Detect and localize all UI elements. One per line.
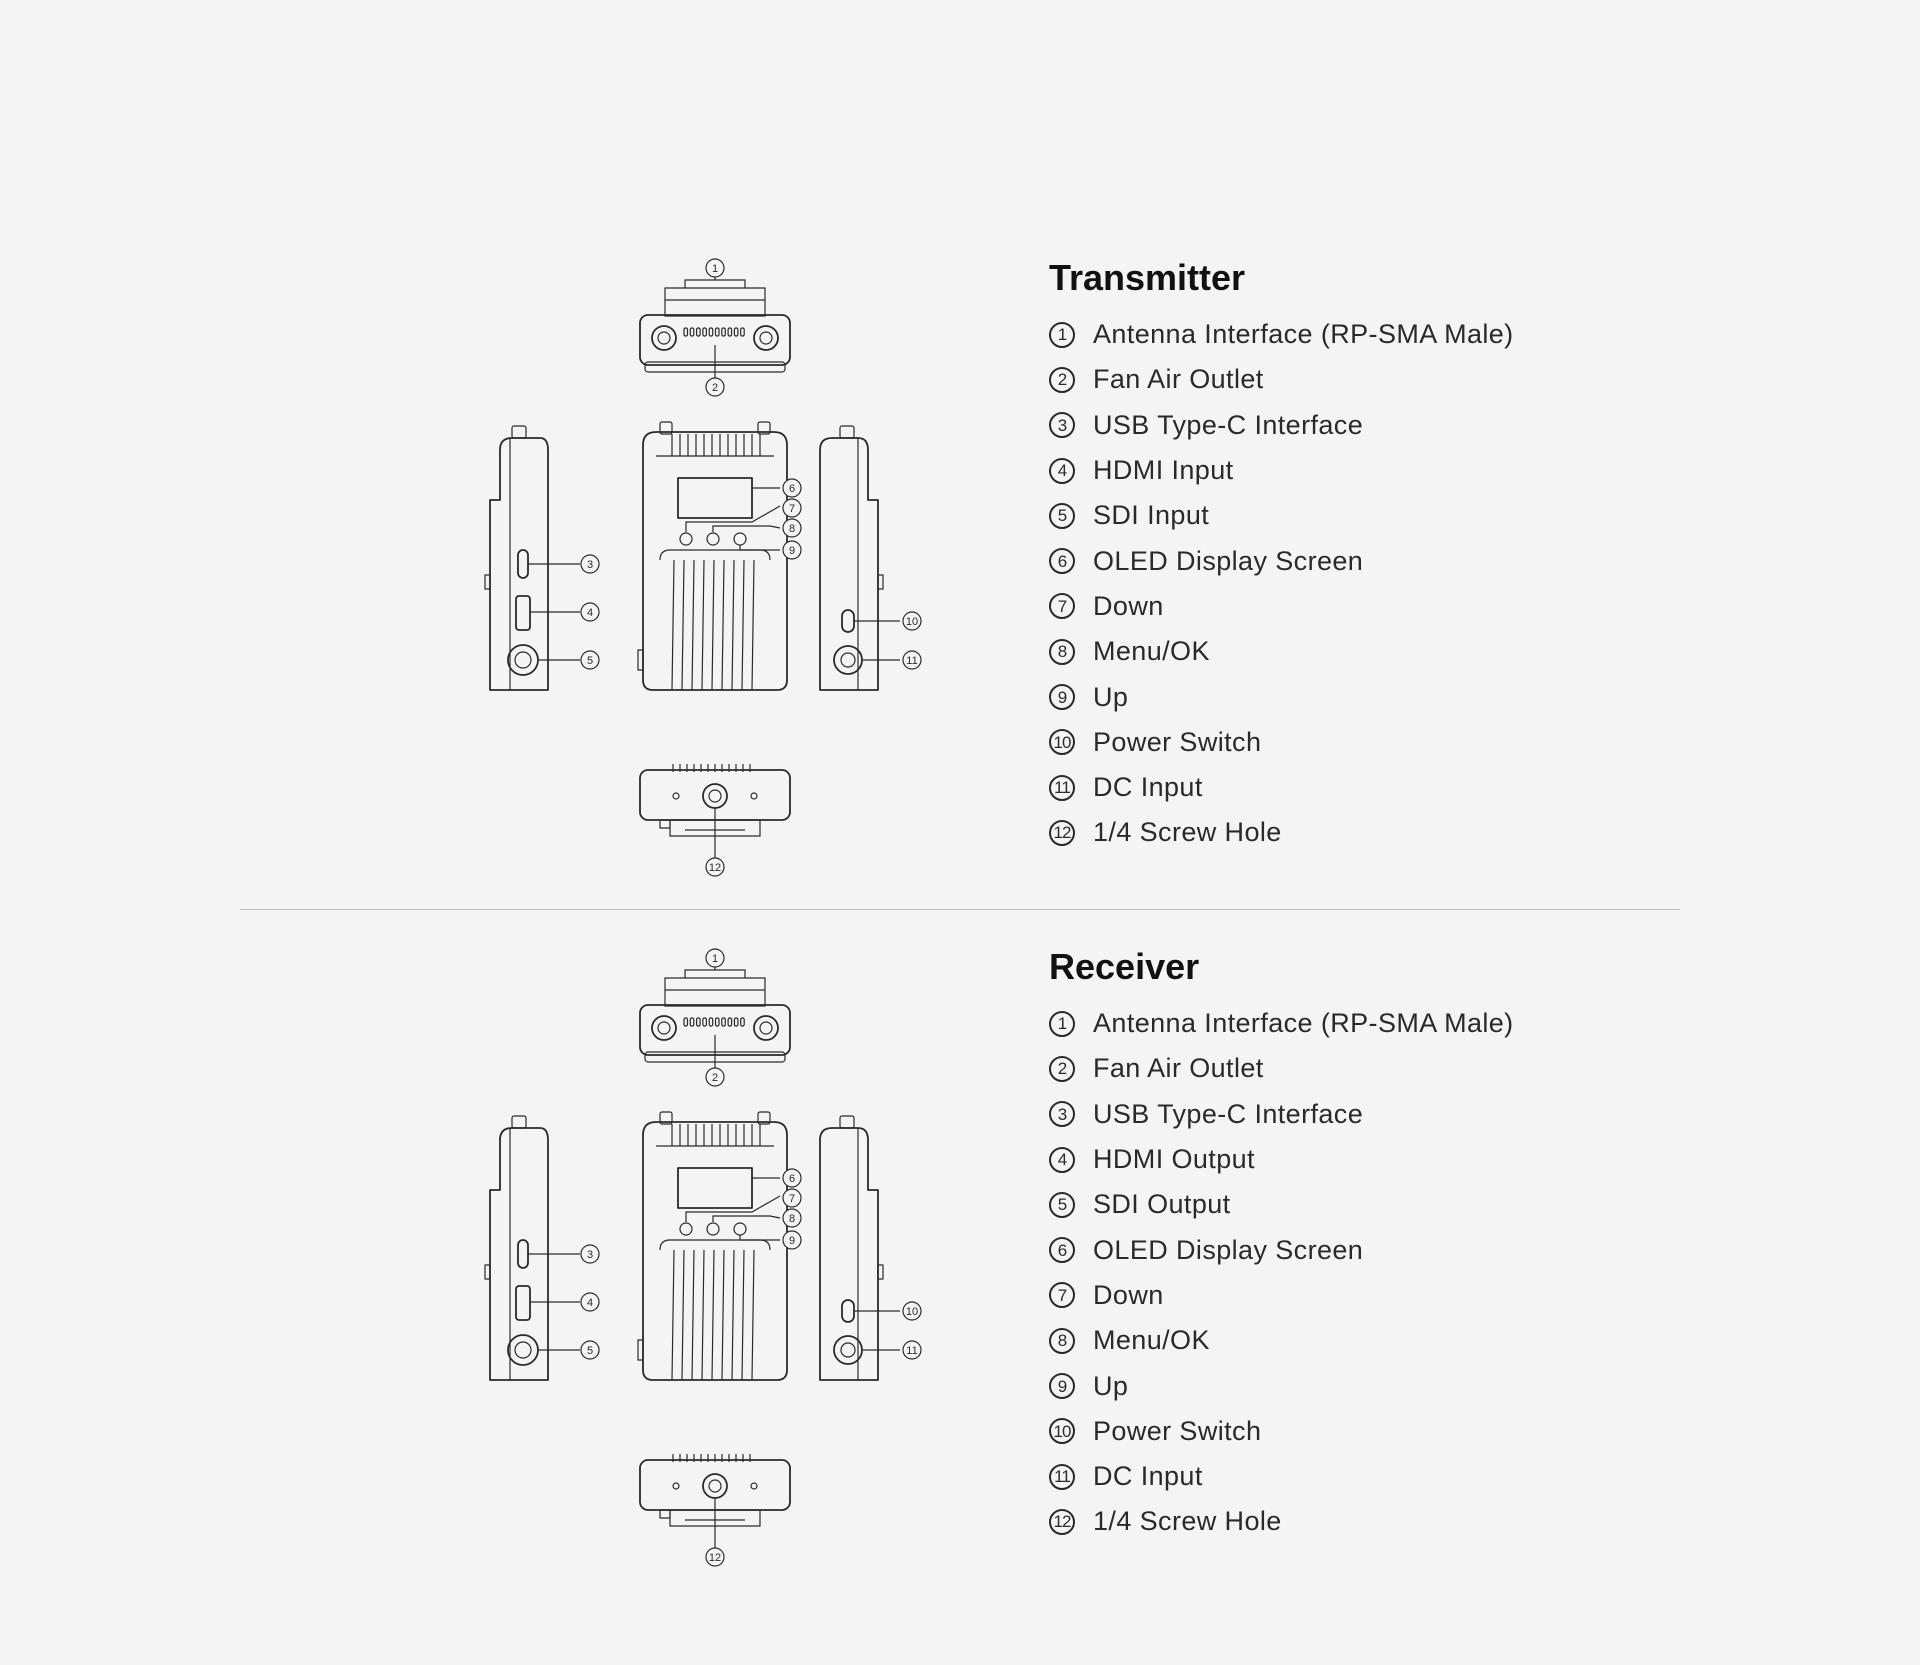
- callout-number-badge: 1: [1049, 322, 1075, 348]
- legend-item-label: Antenna Interface (RP-SMA Male): [1093, 319, 1514, 350]
- legend-item-label: Power Switch: [1093, 726, 1262, 757]
- vent-slot: [734, 1018, 738, 1026]
- legend-item-label: Menu/OK: [1093, 636, 1210, 667]
- cooling-fin: [702, 1250, 704, 1380]
- cooling-fin: [672, 1250, 674, 1380]
- leader-line: [685, 280, 745, 288]
- callout-number-badge: 5: [1049, 503, 1075, 529]
- vent-slot: [703, 328, 707, 336]
- left-side-antenna-stub: [512, 1116, 526, 1128]
- vent-slot: [741, 1018, 745, 1026]
- left-side-view: [485, 426, 548, 690]
- callout-marker: [706, 949, 724, 967]
- callout-marker: [783, 541, 801, 559]
- callout-label: 6: [788, 1173, 796, 1185]
- fin-arch: [660, 1240, 770, 1250]
- callout-marker: [783, 479, 801, 497]
- callout-label: 7: [788, 1193, 796, 1205]
- callout-label: 6: [788, 483, 796, 495]
- legend-item: [1049, 1227, 1749, 1272]
- cooling-fin: [722, 1250, 724, 1380]
- top-view-bracket: [665, 288, 765, 316]
- legend-item-label: DC Input: [1093, 772, 1203, 803]
- legend-item: [1049, 1273, 1749, 1318]
- callout-number-badge: 9: [1049, 684, 1075, 710]
- callout-number-badge: 4: [1049, 458, 1075, 484]
- receiver-diagram: [480, 940, 1000, 1580]
- legend-item-label: USB Type-C Interface: [1093, 409, 1364, 440]
- callout-label: 5: [586, 1345, 594, 1357]
- callout-label: 3: [586, 1249, 594, 1261]
- legend-item-label: HDMI Input: [1093, 455, 1234, 486]
- screw-hole-core: [709, 790, 721, 802]
- bottom-dot-left: [673, 1483, 679, 1489]
- vent-slot: [684, 328, 688, 336]
- bottom-dot-right: [751, 1483, 757, 1489]
- legend-item-label: Down: [1093, 1279, 1164, 1310]
- legend-item: [1049, 584, 1749, 629]
- transmitter-diagram: [480, 250, 1000, 890]
- legend-item: [1049, 720, 1749, 765]
- callout-marker: [783, 1169, 801, 1187]
- legend-item-label: 1/4 Screw Hole: [1093, 1506, 1282, 1537]
- bottom-view-foot: [660, 820, 670, 828]
- callout-number-badge: 2: [1049, 1056, 1075, 1082]
- callout-marker: [706, 259, 724, 277]
- cooling-fin: [742, 560, 744, 690]
- usb-c-port: [518, 1240, 528, 1268]
- callout-number-badge: 5: [1049, 1192, 1075, 1218]
- antenna-connector-right-core: [760, 1022, 772, 1034]
- callout-marker: [783, 499, 801, 517]
- callout-label: 1: [711, 263, 719, 275]
- antenna-connector-left-core: [658, 1022, 670, 1034]
- top-view-bracket: [665, 978, 765, 1006]
- callout-marker: [706, 858, 724, 876]
- leader-line: [685, 970, 745, 978]
- legend-item-label: DC Input: [1093, 1461, 1203, 1492]
- vent-slot: [709, 328, 713, 336]
- callout-label: 2: [711, 382, 719, 394]
- callout-label: 5: [586, 655, 594, 667]
- callout-label: 12: [708, 1552, 722, 1564]
- callout-number-badge: 9: [1049, 1373, 1075, 1399]
- leader-line: [713, 526, 780, 532]
- callout-label: 10: [905, 1306, 919, 1318]
- callout-label: 8: [788, 1213, 796, 1225]
- callout-label: 8: [788, 523, 796, 535]
- button-menu-ok: [707, 533, 719, 545]
- cooling-fin: [732, 560, 734, 690]
- cooling-fin: [682, 560, 684, 690]
- button-down: [680, 1223, 692, 1235]
- sdi-connector: [508, 645, 538, 675]
- callout-number-badge: 10: [1049, 729, 1075, 755]
- vent-slot: [684, 1018, 688, 1026]
- transmitter-legend: [1049, 254, 1749, 856]
- cooling-fin: [732, 1250, 734, 1380]
- receiver-legend: [1049, 943, 1749, 1545]
- right-side-antenna-stub: [840, 1116, 854, 1128]
- callout-marker: [581, 555, 599, 573]
- legend-item: [1049, 403, 1749, 448]
- bottom-view-foot: [660, 1510, 670, 1518]
- vent-slot: [690, 1018, 694, 1026]
- legend-item: [1049, 538, 1749, 583]
- legend-item: [1049, 1363, 1749, 1408]
- dc-input-core: [841, 1343, 855, 1357]
- callout-number-badge: 3: [1049, 412, 1075, 438]
- callout-number-badge: 2: [1049, 367, 1075, 393]
- callout-marker: [581, 603, 599, 621]
- cooling-fin: [742, 1250, 744, 1380]
- right-side-body: [820, 1128, 878, 1380]
- cooling-fin: [692, 1250, 694, 1380]
- callout-label: 4: [586, 1297, 594, 1309]
- vent-slot: [728, 1018, 732, 1026]
- callout-marker: [903, 651, 921, 669]
- callout-marker: [706, 378, 724, 396]
- sdi-connector-core: [515, 652, 531, 668]
- antenna-connector-right: [754, 1016, 778, 1040]
- legend-item: [1049, 448, 1749, 493]
- receiver-title: Receiver: [1049, 946, 1200, 987]
- button-down: [680, 533, 692, 545]
- dc-input-core: [841, 653, 855, 667]
- button-menu-ok: [707, 1223, 719, 1235]
- callout-marker: [903, 612, 921, 630]
- legend-item: [1049, 1001, 1749, 1046]
- legend-item: [1049, 1318, 1749, 1363]
- legend-item-label: Fan Air Outlet: [1093, 364, 1264, 395]
- oled-screen: [678, 1168, 752, 1208]
- legend-item-label: Fan Air Outlet: [1093, 1053, 1264, 1084]
- antenna-connector-left-core: [658, 332, 670, 344]
- callout-marker: [581, 1341, 599, 1359]
- callout-number-badge: 8: [1049, 639, 1075, 665]
- bottom-dot-left: [673, 793, 679, 799]
- button-up: [734, 1223, 746, 1235]
- callout-number-badge: 6: [1049, 548, 1075, 574]
- sdi-connector: [508, 1335, 538, 1365]
- callout-number-badge: 11: [1049, 775, 1075, 801]
- transmitter-parts-list: [1049, 312, 1749, 856]
- callout-number-badge: 6: [1049, 1237, 1075, 1263]
- callout-marker: [706, 1548, 724, 1566]
- right-side-body: [820, 438, 878, 690]
- cooling-fin: [752, 1250, 754, 1380]
- callout-number-badge: 10: [1049, 1418, 1075, 1444]
- legend-item: [1049, 1409, 1749, 1454]
- power-switch: [842, 1300, 854, 1322]
- receiver-device-drawing: [480, 940, 1000, 1580]
- screw-hole-core: [709, 1480, 721, 1492]
- callout-label: 11: [906, 1345, 918, 1357]
- callout-number-badge: 11: [1049, 1464, 1075, 1490]
- callout-number-badge: 1: [1049, 1011, 1075, 1037]
- right-side-view: [820, 426, 883, 690]
- vent-slot: [716, 328, 720, 336]
- callout-number-badge: 12: [1049, 1509, 1075, 1535]
- leader-line: [713, 1216, 780, 1222]
- vent-slot: [697, 1018, 701, 1026]
- legend-item: [1049, 810, 1749, 855]
- cooling-fin: [702, 560, 704, 690]
- callout-label: 1: [711, 953, 719, 965]
- antenna-connector-left: [652, 326, 676, 350]
- transmitter-device-drawing: [480, 250, 1000, 890]
- legend-item: [1049, 765, 1749, 810]
- callout-number-badge: 3: [1049, 1101, 1075, 1127]
- cooling-fin: [722, 560, 724, 690]
- vent-slot: [734, 328, 738, 336]
- cooling-fin: [672, 560, 674, 690]
- callout-marker: [783, 1189, 801, 1207]
- callout-marker: [783, 1209, 801, 1227]
- legend-item-label: Up: [1093, 681, 1129, 712]
- callout-marker: [903, 1302, 921, 1320]
- legend-item-label: Menu/OK: [1093, 1325, 1210, 1356]
- leader-line: [740, 1235, 780, 1240]
- cooling-fin: [752, 560, 754, 690]
- cooling-fin: [712, 560, 714, 690]
- left-side-antenna-stub: [512, 426, 526, 438]
- callout-marker: [706, 1068, 724, 1086]
- legend-item: [1049, 357, 1749, 402]
- oled-screen: [678, 478, 752, 518]
- legend-item: [1049, 1137, 1749, 1182]
- legend-item: [1049, 629, 1749, 674]
- leader-line: [740, 545, 780, 550]
- callout-marker: [581, 1245, 599, 1263]
- vent-slot: [690, 328, 694, 336]
- legend-item-label: SDI Input: [1093, 500, 1210, 531]
- callout-marker: [783, 519, 801, 537]
- legend-item: [1049, 312, 1749, 357]
- left-side-view: [485, 1116, 548, 1380]
- legend-item-label: Up: [1093, 1370, 1129, 1401]
- callout-number-badge: 4: [1049, 1147, 1075, 1173]
- legend-item-label: OLED Display Screen: [1093, 1234, 1364, 1265]
- legend-item: [1049, 1454, 1749, 1499]
- callout-marker: [903, 1341, 921, 1359]
- screw-hole: [703, 784, 727, 808]
- front-view-body: [643, 1122, 787, 1380]
- hdmi-port: [516, 596, 530, 630]
- antenna-connector-right: [754, 326, 778, 350]
- legend-item: [1049, 1092, 1749, 1137]
- legend-item: [1049, 674, 1749, 719]
- callout-label: 10: [905, 616, 919, 628]
- legend-item: [1049, 1499, 1749, 1544]
- cooling-fin: [692, 560, 694, 690]
- callout-number-badge: 8: [1049, 1328, 1075, 1354]
- legend-item-label: OLED Display Screen: [1093, 545, 1364, 576]
- screw-hole: [703, 1474, 727, 1498]
- receiver-parts-list: [1049, 1001, 1749, 1545]
- legend-item-label: Power Switch: [1093, 1415, 1262, 1446]
- legend-item-label: 1/4 Screw Hole: [1093, 817, 1282, 848]
- legend-item: [1049, 493, 1749, 538]
- vent-slot: [728, 328, 732, 336]
- legend-item-label: HDMI Output: [1093, 1144, 1255, 1175]
- front-view: [638, 422, 787, 690]
- leader-line: [686, 1196, 780, 1222]
- cooling-fin: [712, 1250, 714, 1380]
- callout-label: 3: [586, 559, 594, 571]
- legend-item: [1049, 1182, 1749, 1227]
- sdi-connector-core: [515, 1342, 531, 1358]
- transmitter-title: Transmitter: [1049, 257, 1246, 298]
- callout-marker: [581, 1293, 599, 1311]
- callout-label: 9: [788, 1235, 796, 1247]
- vent-slot: [741, 328, 745, 336]
- antenna-connector-left: [652, 1016, 676, 1040]
- legend-item-label: Antenna Interface (RP-SMA Male): [1093, 1008, 1514, 1039]
- callout-label: 2: [711, 1072, 719, 1084]
- legend-item-label: USB Type-C Interface: [1093, 1098, 1364, 1129]
- hdmi-port: [516, 1286, 530, 1320]
- vent-slot: [722, 1018, 726, 1026]
- legend-item-label: SDI Output: [1093, 1189, 1231, 1220]
- callout-label: 11: [906, 655, 918, 667]
- right-side-antenna-stub: [840, 426, 854, 438]
- callout-number-badge: 7: [1049, 1282, 1075, 1308]
- vent-slot: [709, 1018, 713, 1026]
- callout-marker: [581, 651, 599, 669]
- button-up: [734, 533, 746, 545]
- callout-number-badge: 7: [1049, 593, 1075, 619]
- vent-slot: [716, 1018, 720, 1026]
- fin-arch: [660, 550, 770, 560]
- vent-slot: [722, 328, 726, 336]
- callout-label: 7: [788, 503, 796, 515]
- callout-label: 12: [708, 862, 722, 874]
- callout-marker: [783, 1231, 801, 1249]
- callout-number-badge: 12: [1049, 820, 1075, 846]
- callout-label: 4: [586, 607, 594, 619]
- legend-item-label: Down: [1093, 590, 1164, 621]
- section-divider: [240, 909, 1680, 910]
- vent-slot: [703, 1018, 707, 1026]
- bottom-dot-right: [751, 793, 757, 799]
- front-view: [638, 1112, 787, 1380]
- power-switch: [842, 610, 854, 632]
- vent-slot: [697, 328, 701, 336]
- antenna-connector-right-core: [760, 332, 772, 344]
- legend-item: [1049, 1046, 1749, 1091]
- callout-label: 9: [788, 545, 796, 557]
- front-view-body: [643, 432, 787, 690]
- cooling-fin: [682, 1250, 684, 1380]
- right-side-view: [820, 1116, 883, 1380]
- usb-c-port: [518, 550, 528, 578]
- leader-line: [686, 506, 780, 532]
